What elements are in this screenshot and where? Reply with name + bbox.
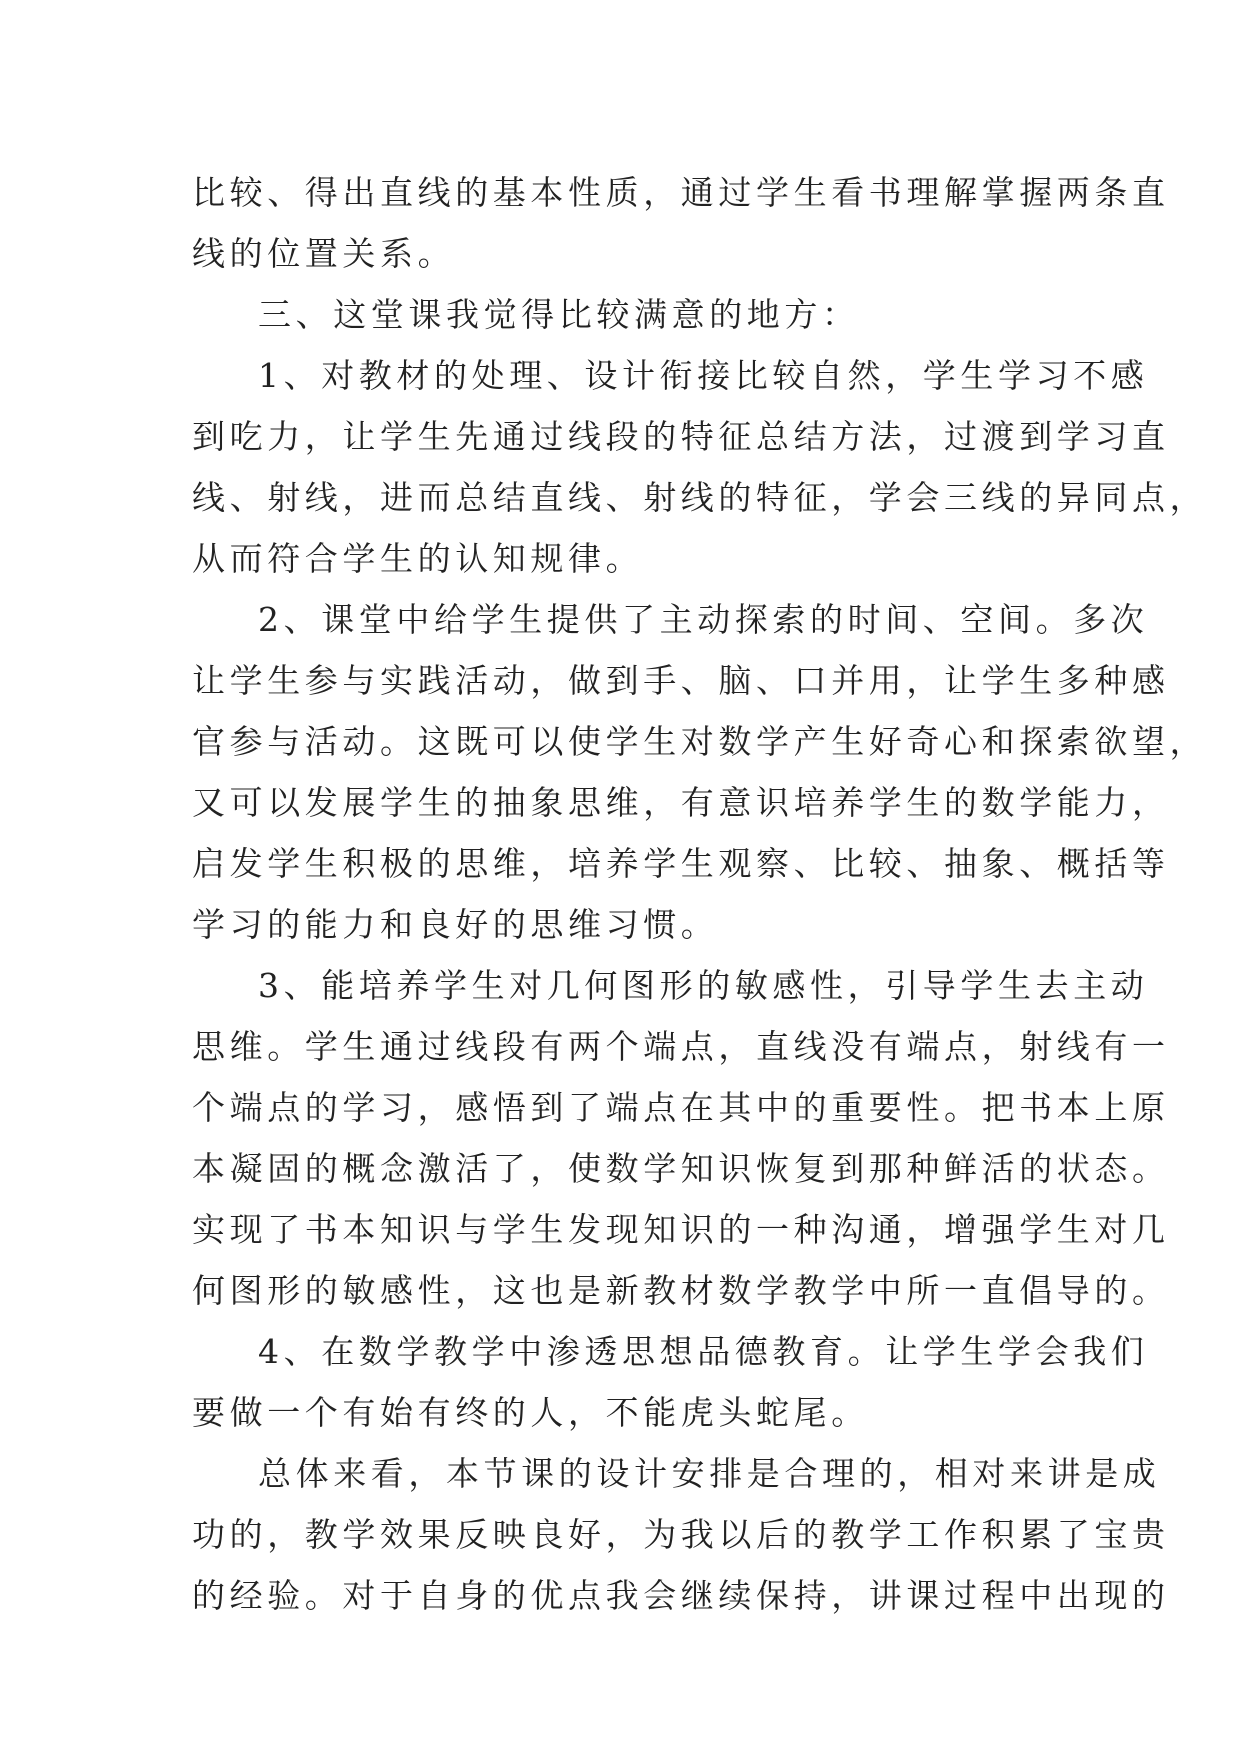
document-body [192, 162, 1208, 1626]
text-line: 2、课堂中给学生提供了主动探索的时间、空间。多次 [258, 600, 1149, 639]
text-line: 思维。学生通过线段有两个端点，直线没有端点，射线有一 [192, 1027, 1170, 1066]
text-line: 线的位置关系。 [192, 234, 456, 273]
text-line: 的经验。对于自身的优点我会继续保持，讲课过程中出现的 [192, 1576, 1170, 1615]
text-line: 启发学生积极的思维，培养学生观察、比较、抽象、概括等 [192, 844, 1170, 883]
text-line: 个端点的学习，感悟到了端点在其中的重要性。把书本上原 [192, 1088, 1170, 1127]
section-heading: 三、这堂课我觉得比较满意的地方： [258, 295, 860, 334]
text-line: 从而符合学生的认知规律。 [192, 539, 644, 578]
text-line: 比较、得出直线的基本性质，通过学生看书理解掌握两条直 [192, 173, 1170, 212]
text-line: 到吃力，让学生先通过线段的特征总结方法，过渡到学习直 [192, 417, 1170, 456]
text-line: 4、在数学教学中渗透思想品德教育。让学生学会我们 [258, 1332, 1149, 1371]
text-line: 学习的能力和良好的思维习惯。 [192, 905, 719, 944]
text-line: 本凝固的概念激活了，使数学知识恢复到那种鲜活的状态。 [192, 1149, 1170, 1188]
text-line: 官参与活动。这既可以使学生对数学产生好奇心和探索欲望， [192, 722, 1208, 761]
text-line: 3、能培养学生对几何图形的敏感性，引导学生去主动 [258, 966, 1149, 1005]
text-line: 让学生参与实践活动，做到手、脑、口并用，让学生多种感 [192, 661, 1170, 700]
text-line: 实现了书本知识与学生发现知识的一种沟通，增强学生对几 [192, 1210, 1170, 1249]
text-line: 功的，教学效果反映良好，为我以后的教学工作积累了宝贵 [192, 1515, 1170, 1554]
text-line: 总体来看，本节课的设计安排是合理的，相对来讲是成 [258, 1454, 1161, 1493]
text-line: 又可以发展学生的抽象思维，有意识培养学生的数学能力， [192, 783, 1170, 822]
text-line: 线、射线，进而总结直线、射线的特征，学会三线的异同点， [192, 478, 1208, 517]
text-line: 1、对教材的处理、设计衔接比较自然，学生学习不感 [258, 356, 1149, 395]
text-line: 要做一个有始有终的人，不能虎头蛇尾。 [192, 1393, 869, 1432]
text-line: 何图形的敏感性，这也是新教材数学教学中所一直倡导的。 [192, 1271, 1170, 1310]
